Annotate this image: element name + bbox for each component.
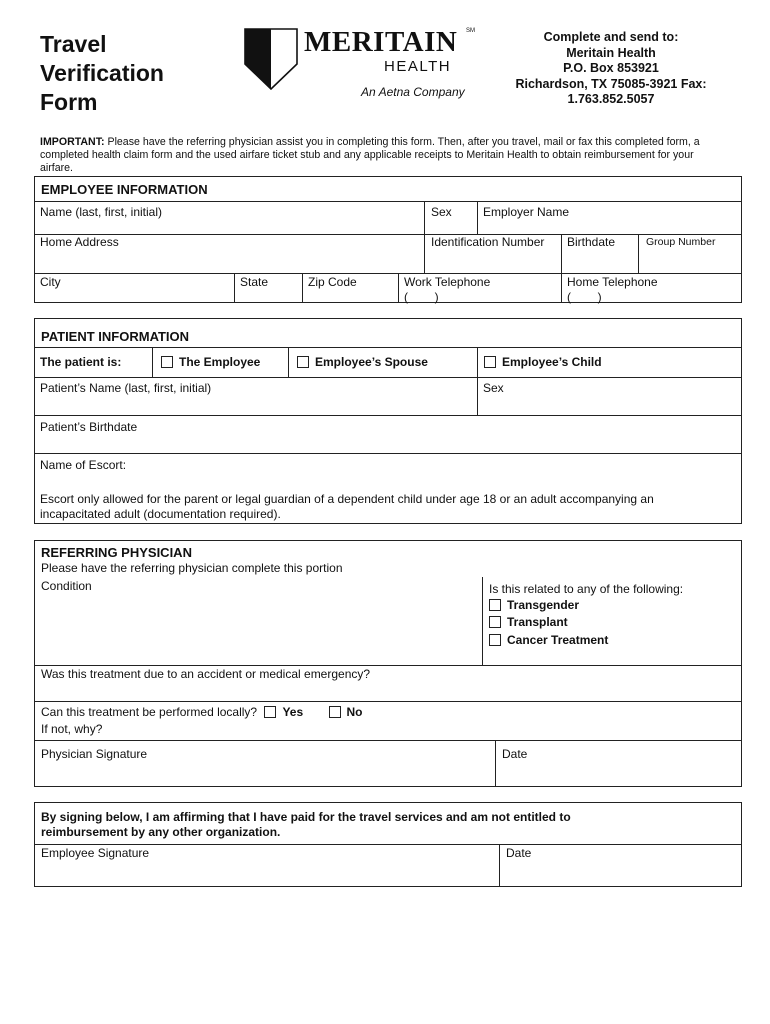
logo-name: MERITAIN xyxy=(304,26,458,58)
physician-signature-field[interactable]: Physician Signature xyxy=(41,747,148,761)
patient-birthdate-field[interactable]: Patient’s Birthdate xyxy=(40,420,138,434)
divider xyxy=(152,347,153,377)
checkbox[interactable] xyxy=(161,356,173,368)
important-note xyxy=(40,136,720,175)
employee-birthdate-field[interactable]: Birthdate xyxy=(567,235,616,249)
send-line: 1.763.852.5057 xyxy=(567,92,655,106)
divider xyxy=(398,273,399,303)
send-line: Meritain Health xyxy=(566,45,656,60)
divider xyxy=(35,453,741,454)
zip-code-field[interactable]: Zip Code xyxy=(308,275,357,289)
checkbox[interactable] xyxy=(489,599,501,611)
option-transplant[interactable] xyxy=(489,615,568,630)
checkbox[interactable] xyxy=(329,706,341,718)
send-line: P.O. Box 853921 xyxy=(563,61,659,75)
patient-information-section xyxy=(34,318,742,524)
section-heading: REFERRING PHYSICIAN xyxy=(41,545,192,560)
divider xyxy=(35,844,741,845)
divider xyxy=(234,273,235,303)
divider xyxy=(561,273,562,303)
option-label: The Employee xyxy=(179,355,261,369)
option-employee-child[interactable] xyxy=(484,355,602,370)
locally-label: Can this treatment be performed locally? xyxy=(41,705,258,719)
group-number-field[interactable]: Group Number xyxy=(646,236,716,248)
accident-question-field[interactable]: Was this treatment due to an accident or medical emergency? xyxy=(41,667,371,681)
divider xyxy=(35,740,741,741)
area-code-parens: ( ) xyxy=(567,290,602,304)
patient-sex-field[interactable]: Sex xyxy=(483,381,504,395)
checkbox[interactable] xyxy=(264,706,276,718)
shield-logo-icon xyxy=(244,28,298,90)
divider xyxy=(35,347,741,348)
checkbox[interactable] xyxy=(489,634,501,646)
identification-number-field[interactable]: Identification Number xyxy=(431,235,545,249)
logo-sm-mark: SM xyxy=(466,28,475,34)
escort-name-field[interactable]: Name of Escort: xyxy=(40,458,127,472)
section-heading: EMPLOYEE INFORMATION xyxy=(41,182,208,197)
employee-signature-field[interactable]: Employee Signature xyxy=(41,846,150,860)
form-title xyxy=(40,30,164,117)
divider xyxy=(302,273,303,303)
divider xyxy=(35,665,741,666)
employee-date-field[interactable]: Date xyxy=(506,846,532,860)
option-label: Transgender xyxy=(507,598,580,612)
option-label: Employee’s Child xyxy=(502,355,602,369)
home-telephone-label: Home Telephone xyxy=(567,275,658,289)
section-subheading: Please have the referring physician complete this portion xyxy=(41,561,343,575)
divider xyxy=(499,844,500,887)
state-field[interactable]: State xyxy=(240,275,269,289)
section-heading: PATIENT INFORMATION xyxy=(41,329,190,344)
divider xyxy=(477,201,478,234)
option-label: No xyxy=(346,705,363,719)
divider xyxy=(288,347,289,377)
patient-is-label: The patient is: xyxy=(40,355,122,369)
logo-health: HEALTH xyxy=(384,58,452,75)
title-line: Travel xyxy=(40,31,107,57)
patient-name-field[interactable]: Patient’s Name (last, first, initial) xyxy=(40,381,212,395)
divider xyxy=(482,577,483,665)
escort-note: Escort only allowed for the parent or legal guardian of a dependent child under age 18 or an adult accompanying an incapacitated adult (documentation required). xyxy=(40,492,654,521)
option-label: Transplant xyxy=(507,615,568,629)
divider xyxy=(35,415,741,416)
employee-information-section xyxy=(34,176,742,303)
divider xyxy=(638,234,639,273)
area-code-parens: ( ) xyxy=(404,290,439,304)
send-line: Richardson, TX 75085-3921 Fax: xyxy=(515,76,707,91)
related-question: Is this related to any of the following: xyxy=(489,582,684,596)
work-telephone-field[interactable] xyxy=(404,275,490,305)
city-field[interactable]: City xyxy=(40,275,61,289)
title-line: Form xyxy=(40,89,98,115)
divider xyxy=(495,740,496,787)
divider xyxy=(35,201,741,202)
checkbox[interactable] xyxy=(484,356,496,368)
option-employee-spouse[interactable] xyxy=(297,355,428,370)
important-text: Please have the referring physician assist you in completing this form. Then, after you travel, mail or fax this completed form, a completed health claim form and the used airfare ticket stub and any applicable receipts to Meritain Health to obtain reimbursement for your airfare. xyxy=(40,136,700,174)
work-telephone-label: Work Telephone xyxy=(404,275,491,289)
send-to-address xyxy=(505,30,717,108)
checkbox[interactable] xyxy=(297,356,309,368)
title-line: Verification xyxy=(40,60,164,86)
option-cancer-treatment[interactable] xyxy=(489,633,608,648)
treatment-locally-question xyxy=(41,705,363,720)
option-no[interactable] xyxy=(329,705,363,719)
divider xyxy=(35,234,741,235)
option-yes[interactable] xyxy=(264,705,303,719)
employee-name-field[interactable]: Name (last, first, initial) xyxy=(40,205,163,219)
condition-field[interactable]: Condition xyxy=(41,579,92,593)
affirmation-text: By signing below, I am affirming that I have paid for the travel services and am not entitled to reimbursement by any other organization. xyxy=(41,810,571,839)
meritain-logo xyxy=(244,26,484,106)
affirmation-section xyxy=(34,802,742,887)
divider xyxy=(35,273,741,274)
option-transgender[interactable] xyxy=(489,598,579,613)
divider xyxy=(561,234,562,273)
if-not-why-field[interactable]: If not, why? xyxy=(41,722,103,736)
option-label: Yes xyxy=(282,705,304,719)
employer-name-field[interactable]: Employer Name xyxy=(483,205,570,219)
physician-date-field[interactable]: Date xyxy=(502,747,528,761)
logo-tagline: An Aetna Company xyxy=(361,85,465,99)
option-label: Employee’s Spouse xyxy=(315,355,428,369)
divider xyxy=(477,347,478,415)
send-line: Complete and send to: xyxy=(543,30,679,44)
divider xyxy=(35,377,741,378)
employee-sex-field[interactable]: Sex xyxy=(431,205,452,219)
checkbox[interactable] xyxy=(489,616,501,628)
divider xyxy=(424,201,425,273)
option-label: Cancer Treatment xyxy=(507,633,609,647)
important-label: IMPORTANT: xyxy=(40,136,105,148)
divider xyxy=(35,701,741,702)
home-address-field[interactable]: Home Address xyxy=(40,235,119,249)
referring-physician-section xyxy=(34,540,742,787)
home-telephone-field[interactable] xyxy=(567,275,658,305)
option-the-employee[interactable] xyxy=(161,355,260,370)
